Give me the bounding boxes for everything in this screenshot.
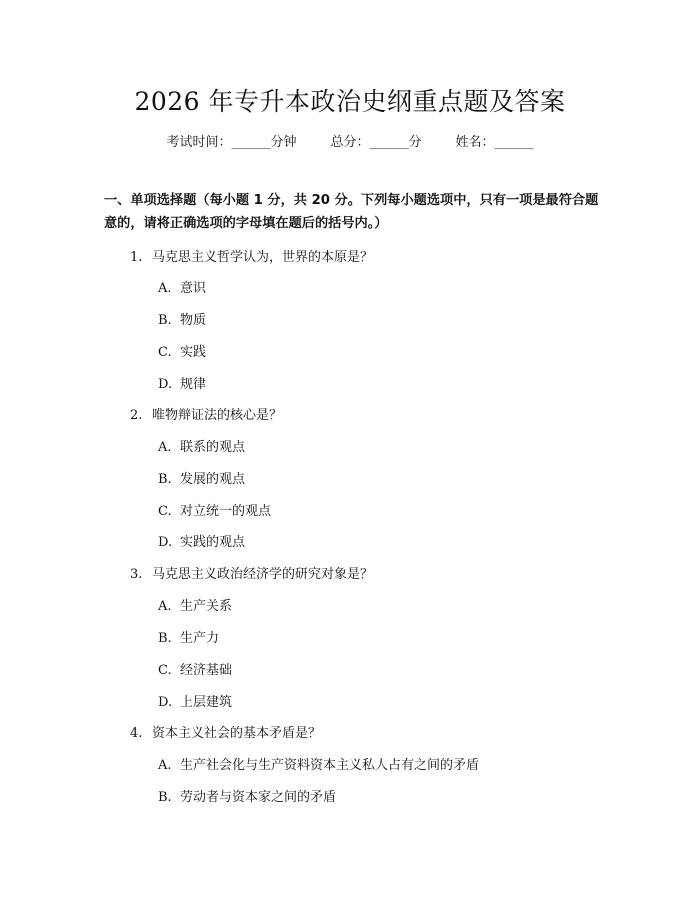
option-text: 物质 (180, 313, 207, 328)
question-number: 3. (130, 567, 143, 582)
question-number: 2. (130, 408, 143, 423)
option-text: 生产关系 (180, 599, 233, 614)
option-letter: A. (158, 281, 172, 296)
exam-time-field: 考试时间：______分钟 (166, 135, 297, 150)
option-letter: C. (158, 504, 172, 519)
option-text: 上层建筑 (180, 695, 233, 710)
option-letter: B. (158, 790, 172, 805)
option-letter: D. (158, 377, 173, 392)
option-text: 实践 (180, 345, 207, 360)
question-text: 马克思主义政治经济学的研究对象是？ (152, 567, 374, 582)
question-item (130, 722, 321, 741)
option-item (158, 373, 206, 392)
option-letter: B. (158, 631, 172, 646)
option-item (158, 277, 206, 296)
question-text: 唯物辩证法的核心是？ (152, 408, 283, 423)
option-letter: A. (158, 758, 172, 773)
option-item (158, 341, 206, 360)
option-text: 生产社会化与生产资料资本主义私人占有之间的矛盾 (180, 758, 480, 773)
option-letter: C. (158, 345, 172, 360)
option-item (158, 627, 219, 646)
question-number: 4. (130, 726, 143, 741)
total-score-field: 总分：______分 (330, 135, 422, 150)
option-text: 发展的观点 (180, 472, 246, 487)
option-letter: B. (158, 313, 172, 328)
option-letter: A. (158, 440, 172, 455)
option-text: 经济基础 (180, 663, 233, 678)
option-item (158, 468, 245, 487)
option-letter: A. (158, 599, 172, 614)
option-item (158, 659, 232, 678)
question-text: 马克思主义哲学认为，世界的本原是？ (152, 250, 374, 265)
option-item (158, 754, 479, 773)
option-item (158, 500, 271, 519)
option-text: 劳动者与资本家之间的矛盾 (180, 790, 337, 805)
option-text: 实践的观点 (180, 535, 246, 550)
option-letter: B. (158, 472, 172, 487)
option-item (158, 436, 245, 455)
option-letter: C. (158, 663, 172, 678)
option-text: 规律 (180, 377, 207, 392)
option-text: 联系的观点 (180, 440, 246, 455)
option-letter: D. (158, 695, 173, 710)
document-title: 2026 年专升本政治史纲重点题及答案 (134, 87, 566, 116)
question-item (130, 246, 373, 265)
option-item (158, 786, 336, 805)
exam-info-line (0, 131, 700, 150)
option-item (158, 309, 206, 328)
option-item (158, 531, 245, 550)
section-header: 一、单项选择题（每小题 1 分，共 20 分。下列每小题选项中，只有一项是最符合题意的，请将正确选项的字母填在题后的括号内。） (104, 193, 599, 231)
option-text: 生产力 (180, 631, 220, 646)
question-item (130, 404, 282, 423)
question-text: 资本主义社会的基本矛盾是？ (152, 726, 322, 741)
question-item (130, 563, 373, 582)
question-number: 1. (130, 250, 143, 265)
option-text: 对立统一的观点 (180, 504, 272, 519)
option-item (158, 595, 232, 614)
option-text: 意识 (180, 281, 207, 296)
option-letter: D. (158, 535, 173, 550)
name-field: 姓名：______ (455, 135, 534, 150)
option-item (158, 691, 232, 710)
